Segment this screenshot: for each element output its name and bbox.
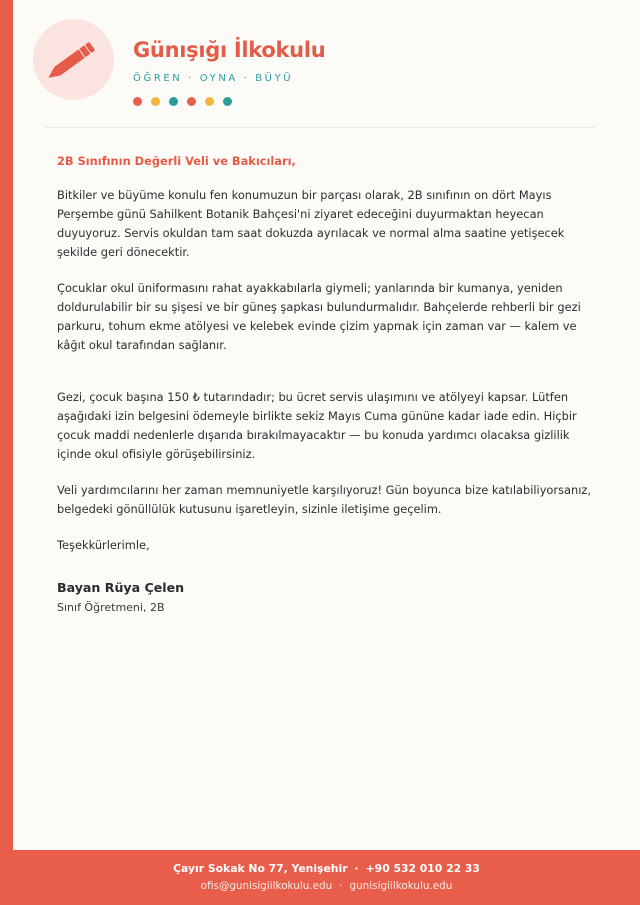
decorative-dot xyxy=(151,97,160,106)
signature-name: Bayan Rüya Çelen xyxy=(57,580,185,595)
footer-separator: · xyxy=(339,880,343,892)
footer-separator: · xyxy=(354,862,359,875)
left-accent-bar xyxy=(0,0,13,905)
paragraph-2: Çocuklar okul üniformasını rahat ayakkabılarla giymeli; yanlarında bir kumanya, yeniden doldurulabilir bir su şişesi ve bir güneş şapkası bulundurmalıdır. Bahçelerde rehberli bir gezi parkuru, tohum ekme atölyesi ve kelebek evinde çizim yapmak için zaman var — kalem ve kâğıt okul tarafından sağlanır. xyxy=(57,281,581,352)
decorative-dot xyxy=(187,97,196,106)
decorative-dot xyxy=(169,97,178,106)
footer-web-line xyxy=(13,880,640,892)
footer-website[interactable]: gunisigiilkokulu.edu xyxy=(349,880,453,892)
header-divider xyxy=(45,127,595,128)
footer xyxy=(13,850,640,905)
footer-phone[interactable]: +90 532 010 22 33 xyxy=(365,862,480,875)
logo xyxy=(33,19,114,100)
letter-body xyxy=(57,152,597,617)
decorative-dots xyxy=(133,97,232,107)
school-tagline: ÖĞREN · OYNA · BÜYÜ xyxy=(133,73,294,84)
decorative-dot xyxy=(223,97,232,106)
paragraph-3: Gezi, çocuk başına 150 ₺ tutarındadır; bu ücret servis ulaşımını ve atölyeyi kapsar. Lütfen aşağıdaki izin belgesini ödemeyle birlikte sekiz Mayıs Cuma gününe kadar iade edin. Hiçbir çocuk maddi nedenlerle dışarıda bırakılmayacaktır — bu konuda yardımcı olacaksa gizlilik içinde okul ofisiyle görüşebilirsiniz. xyxy=(57,390,577,461)
closing: Teşekkürlerimle, xyxy=(57,538,150,552)
footer-email[interactable]: ofis@gunisigiilkokulu.edu xyxy=(200,880,333,892)
pencil-icon xyxy=(33,19,114,100)
school-name: Günışığı İlkokulu xyxy=(133,38,326,62)
salutation: 2B Sınıfının Değerli Veli ve Bakıcıları, xyxy=(57,154,296,168)
paragraph-4: Veli yardımcılarını her zaman memnuniyetle karşılıyoruz! Gün boyunca bize katılabiliyorsanız, belgedeki gönüllülük kutusunu işaretleyin, sizinle iletişime geçelim. xyxy=(57,483,591,516)
decorative-dot xyxy=(205,97,214,106)
decorative-dot xyxy=(133,97,142,106)
paragraph-1: Bitkiler ve büyüme konulu fen konumuzun bir parçası olarak, 2B sınıfının on dört Mayıs Perşembe günü Sahilkent Botanik Bahçesi'ni ziyaret edeceğini duyurmaktan heyecan duyuyoruz. Servis okuldan tam saat dokuzda ayrılacak ve normal alma saatine yetişecek şekilde geri dönecektir. xyxy=(57,188,565,259)
footer-contact-line xyxy=(13,862,640,875)
footer-address: Çayır Sokak No 77, Yenişehir xyxy=(173,862,348,875)
signature-title: Sınıf Öğretmeni, 2B xyxy=(57,601,165,614)
